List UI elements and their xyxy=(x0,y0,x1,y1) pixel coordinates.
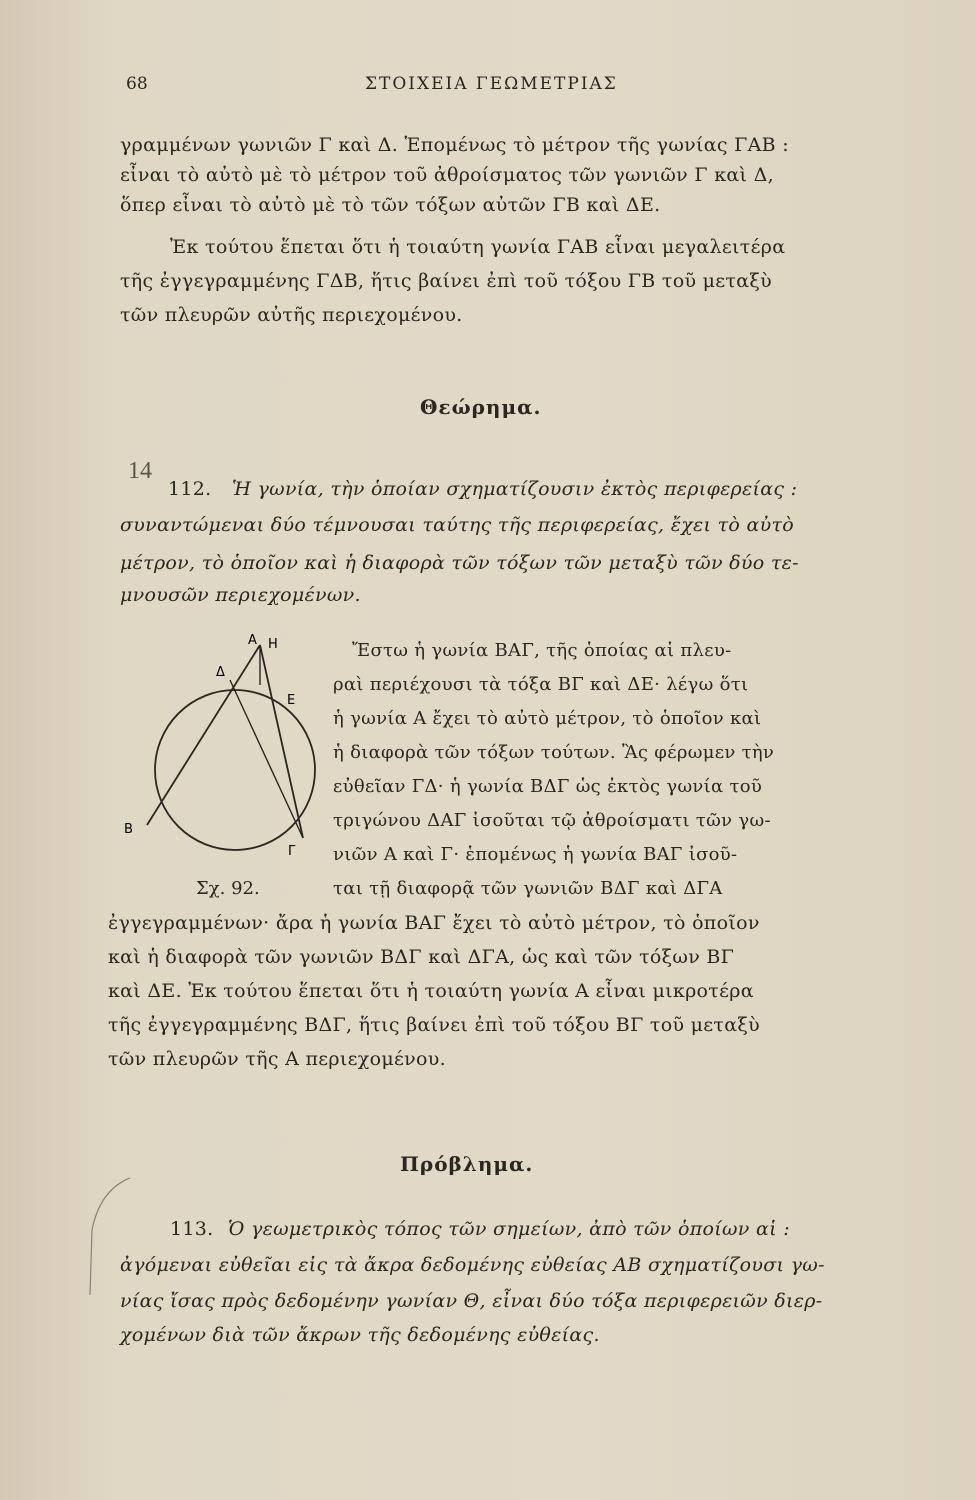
proof-line: τῆς ἐγγεγραμμένης ΒΔΓ, ἥτις βαίνει ἐπὶ τοῦ τόξου ΒΓ τοῦ μεταξὺ xyxy=(108,1014,760,1036)
label-h: Η xyxy=(268,637,278,652)
problem-line: Ὁ γεωμετρικὸς τόπος τῶν σημείων, ἀπὸ τῶν ὁποίων αἱ : xyxy=(228,1218,790,1240)
label-a: Α xyxy=(248,633,257,648)
page-number: 68 xyxy=(126,74,148,94)
proof-line: νιῶν Α καὶ Γ· ἑπομένως ἡ γωνία ΒΑΓ ἰσοῦ- xyxy=(333,844,738,865)
text-line: Ἐκ τούτου ἕπεται ὅτι ἡ τοιαύτη γωνία ΓΑΒ εἶναι μεγαλειτέρα xyxy=(170,236,786,258)
problem-line: νίας ἴσας πρὸς δεδομένην γωνίαν Θ, εἶναι δύο τόξα περιφερειῶν διερ- xyxy=(120,1290,823,1312)
problem-heading: Πρόβλημα. xyxy=(400,1152,534,1176)
proof-line: τριγώνου ΔΑΓ ἰσοῦται τῷ ἀθροίσματι τῶν γω- xyxy=(333,810,771,831)
theorem-line: μέτρον, τὸ ὁποῖον καὶ ἡ διαφορὰ τῶν τόξων τῶν μεταξὺ τῶν δύο τε- xyxy=(120,552,799,574)
pencil-bracket-icon xyxy=(80,1170,140,1300)
proof-line: ἡ γωνία Α ἔχει τὸ αὐτὸ μέτρον, τὸ ὁποῖον καὶ xyxy=(333,708,762,729)
proof-line: ται τῇ διαφορᾷ τῶν γωνιῶν ΒΔΓ καὶ ΔΓΑ xyxy=(333,878,723,899)
secant-ag xyxy=(260,645,303,838)
problem-number: 113. xyxy=(170,1218,214,1240)
proof-line: εὐθεῖαν ΓΔ· ἡ γωνία ΒΔΓ ὡς ἐκτὸς γωνία τοῦ xyxy=(333,776,763,797)
problem-line: ἀγόμεναι εὐθεῖαι εἰς τὰ ἄκρα δεδομένης εὐθείας ΑΒ σχηματίζουσι γω- xyxy=(120,1254,825,1276)
label-g: Γ xyxy=(288,844,296,859)
text-line: γραμμένων γωνιῶν Γ καὶ Δ. Ἑπομένως τὸ μέτρον τῆς γωνίας ΓΑΒ : xyxy=(120,134,789,156)
theorem-line: μνουσῶν περιεχομένων. xyxy=(120,584,361,606)
figure-caption: Σχ. 92. xyxy=(196,878,260,899)
margin-note: 14 xyxy=(128,458,152,484)
proof-line: καὶ ΔΕ. Ἐκ τούτου ἕπεται ὅτι ἡ τοιαύτη γωνία Α εἶναι μικροτέρα xyxy=(108,980,754,1002)
proof-line: καὶ ἡ διαφορὰ τῶν γωνιῶν ΒΔΓ καὶ ΔΓΑ, ὡς καὶ τῶν τόξων ΒΓ xyxy=(108,946,735,968)
proof-line: ἡ διαφορὰ τῶν τόξων τούτων. Ἂς φέρωμεν τὴν xyxy=(333,742,775,763)
text-line: τῆς ἐγγεγραμμένης ΓΔΒ, ἥτις βαίνει ἐπὶ τοῦ τόξου ΓΒ τοῦ μεταξὺ xyxy=(120,270,772,292)
text-line: ὅπερ εἶναι τὸ αὐτὸ μὲ τὸ τῶν τόξων αὐτῶν ΓΒ καὶ ΔΕ. xyxy=(120,194,661,216)
theorem-heading: Θεώρημα. xyxy=(420,395,542,419)
problem-line: χομένων διὰ τῶν ἄκρων τῆς δεδομένης εὐθείας. xyxy=(120,1324,600,1346)
running-head: ΣΤΟΙΧΕΙΑ ΓΕΩΜΕΤΡΙΑΣ xyxy=(365,74,618,94)
proof-line: Ἔστω ἡ γωνία ΒΑΓ, τῆς ὁποίας αἱ πλευ- xyxy=(352,640,732,661)
theorem-line: Ἡ γωνία, τὴν ὁποίαν σχηματίζουσιν ἐκτὸς περιφερείας : xyxy=(232,478,798,500)
geometry-figure xyxy=(110,630,340,880)
proof-line: ραὶ περιέχουσι τὰ τόξα ΒΓ καὶ ΔΕ· λέγω ὅτι xyxy=(333,674,749,695)
text-line: εἶναι τὸ αὐτὸ μὲ τὸ μέτρον τοῦ ἀθροίσματος τῶν γωνιῶν Γ καὶ Δ, xyxy=(120,164,774,186)
circle xyxy=(155,690,315,850)
proof-line: ἐγγεγραμμένων· ἄρα ἡ γωνία ΒΑΓ ἔχει τὸ αὐτὸ μέτρον, τὸ ὁποῖον xyxy=(108,912,760,934)
theorem-line: συναντώμεναι δύο τέμνουσαι ταύτης τῆς περιφερείας, ἔχει τὸ αὐτὸ xyxy=(120,514,795,536)
label-b: Β xyxy=(124,822,133,837)
theorem-number: 112. xyxy=(168,478,212,500)
proof-line: τῶν πλευρῶν τῆς Α περιεχομένου. xyxy=(108,1048,446,1070)
label-e: Ε xyxy=(287,693,296,708)
label-d: Δ xyxy=(216,665,225,680)
text-line: τῶν πλευρῶν αὐτῆς περιεχομένου. xyxy=(120,304,463,326)
